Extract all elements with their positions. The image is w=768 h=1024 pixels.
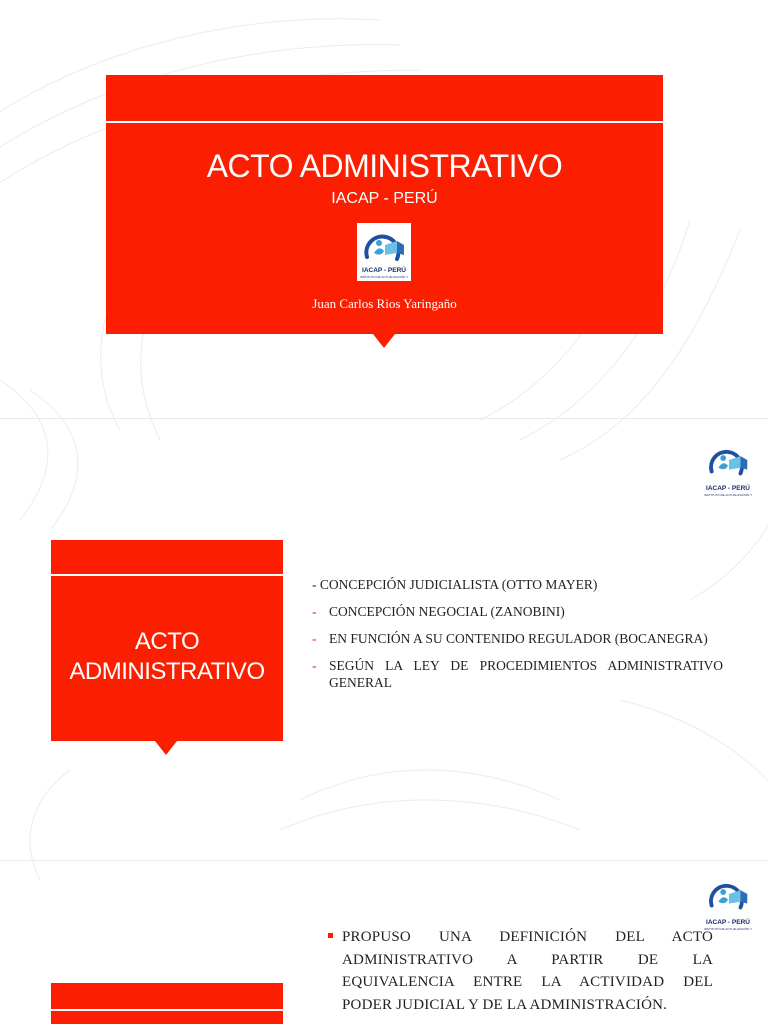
concept-list: [312, 576, 723, 701]
slide2-title-line2: ADMINISTRATIVO: [69, 658, 265, 685]
section-panel-slide3: [51, 983, 283, 1024]
dash-bullet-icon: -: [312, 658, 317, 673]
section-panel-divider: [51, 1009, 283, 1011]
dash-bullet-icon: -: [312, 604, 317, 619]
list-item: ADMINISTRATIVO A PARTIR DE LA: [342, 951, 713, 968]
list-item: - SEGÚN LA LEY DE PROCEDIMIENTOS ADMINISTRATIVO GENERAL: [312, 658, 723, 690]
square-bullet-icon: [328, 933, 333, 938]
section-panel-divider: [51, 574, 283, 576]
iacap-logo-mark-icon: [357, 223, 411, 267]
iacap-logo-mark-icon: [702, 872, 754, 916]
slide1-subtitle: IACAP - PERÚ: [331, 190, 438, 207]
definition-list: [328, 926, 713, 1016]
slide-separator: [0, 418, 768, 419]
list-item: PODER JUDICIAL Y DE LA ADMINISTRACIÓN.: [342, 996, 668, 1013]
list-item: - EN FUNCIÓN A SU CONTENIDO REGULADOR (BOCANEGRA): [312, 631, 708, 646]
iacap-logo-slide3: [702, 872, 754, 934]
title-panel-pointer: [373, 334, 395, 348]
title-panel-divider: [106, 121, 663, 123]
iacap-logo-name: IACAP - PERÚ: [706, 485, 750, 492]
dash-bullet-icon: -: [312, 631, 317, 646]
list-item: - CONCEPCIÓN NEGOCIAL (ZANOBINI): [312, 604, 565, 619]
iacap-logo-slide2: [702, 438, 754, 500]
list-item: PROPUSO UNA DEFINICIÓN DEL ACTO: [328, 926, 713, 949]
iacap-logo: [357, 223, 411, 281]
slide-separator: [0, 860, 768, 861]
section-panel-pointer: [155, 741, 177, 755]
iacap-logo-name: IACAP - PERÚ: [362, 267, 406, 274]
iacap-logo-mark-icon: [702, 438, 754, 482]
iacap-logo-tagline: INSTITUTO DE ACTUALIZACIÓN Y: [703, 493, 753, 497]
slide2-title-line1: ACTO: [134, 628, 200, 655]
iacap-logo-name: IACAP - PERÚ: [706, 919, 750, 926]
slide2-title: [51, 627, 283, 687]
slide1-title: ACTO ADMINISTRATIVO: [206, 148, 563, 184]
iacap-logo-tagline: INSTITUTO DE ACTUALIZACIÓN Y: [359, 275, 409, 279]
iacap-logo-tagline: INSTITUTO DE ACTUALIZACIÓN Y: [703, 927, 753, 931]
list-item: EQUIVALENCIA ENTRE LA ACTIVIDAD DEL: [342, 974, 713, 990]
list-item: - CONCEPCIÓN JUDICIALISTA (OTTO MAYER): [312, 577, 598, 592]
slide1-author: Juan Carlos Rios Yaringaño: [312, 296, 457, 311]
